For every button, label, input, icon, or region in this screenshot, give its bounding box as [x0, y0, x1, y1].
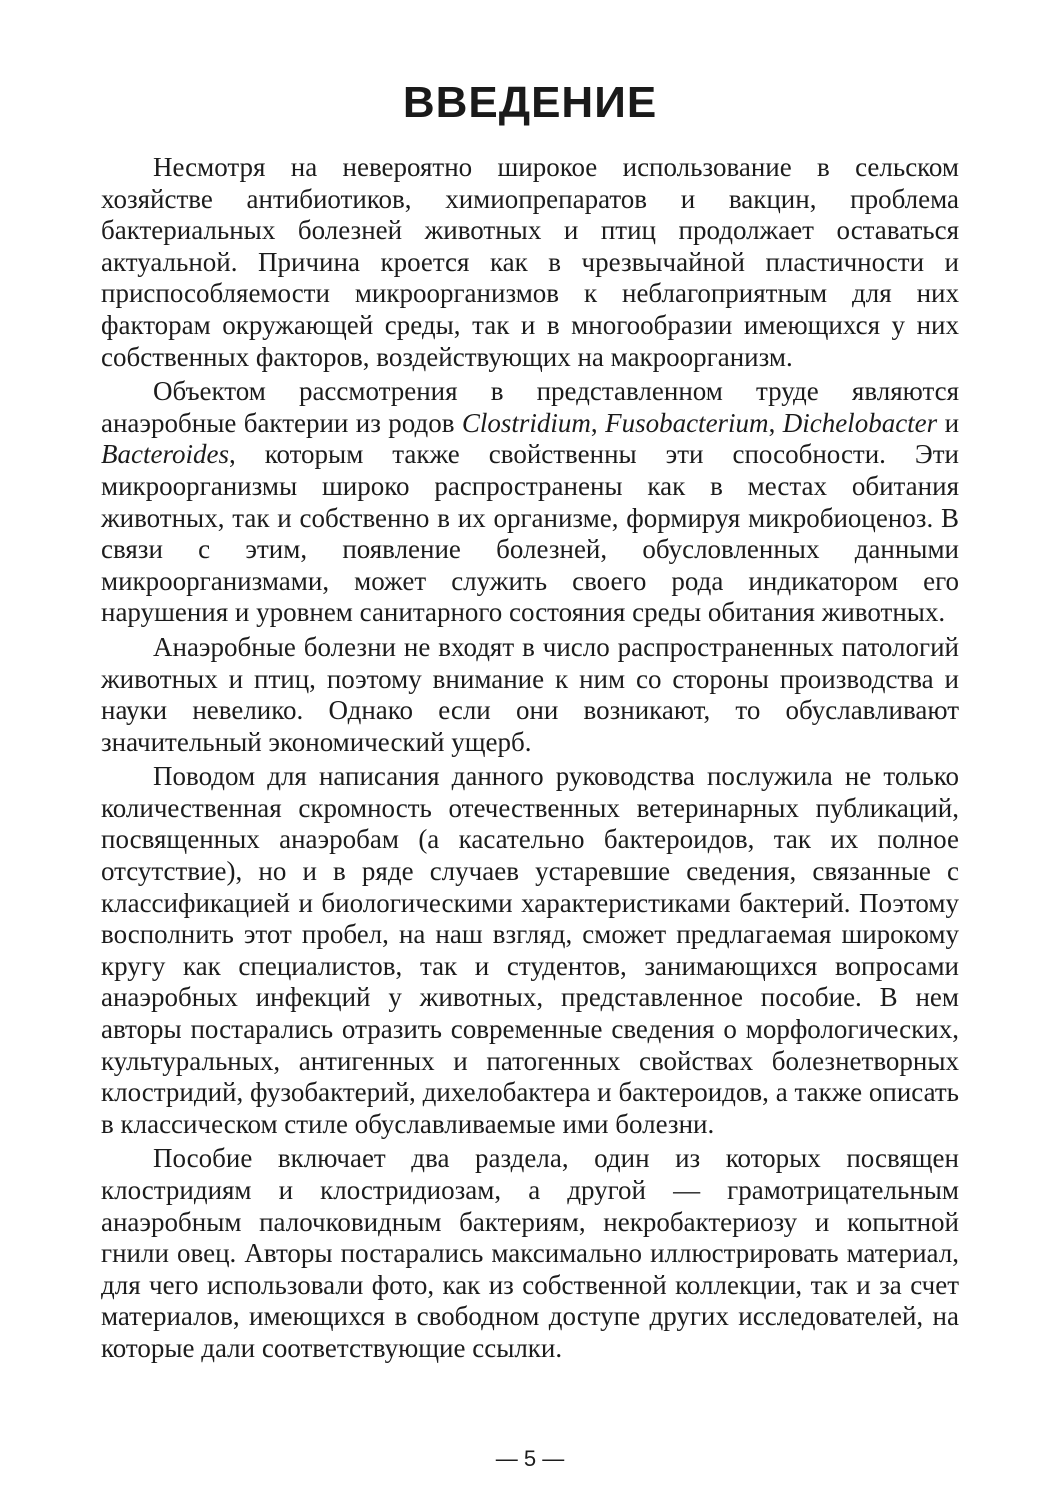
text-run: Поводом для написания данного руководства послужила не только количественная скромность отечественных ветеринарных публикаций, посвященных анаэробам (а касательно бактероидов, так их полное отсутствие), но и в ряде случаев устаревшие сведения, связанные с классификацией и биологическими характеристиками бактерий. Поэтому восполнить этот пробел, на наш взгляд, сможет предлагаемая широкому кругу как специалистов, так и студентов, занимающихся вопросами анаэробных инфекций у животных, представленное пособие. В нем авторы постарались отразить современные сведения о морфологических, культуральных, антигенных и патогенных свойствах болезнетворных клостридий, фузобактерий, дихелобактера и бактероидов, а также описать в классическом стиле обуславливаемые ими болезни.	[101, 761, 959, 1139]
text-run: ,	[590, 407, 606, 438]
paragraph-5	[101, 1143, 959, 1364]
text-run: , которым также свойственны эти способности. Эти микроорганизмы широко распространены как в местах обитания животных, так и собственно в их организме, формируя микробиоценоз. В связи с этим, появление болезней, обусловленных данными микроорганизмами, может служить своего рода индикатором его нарушения и уровнем санитарного состояния среды обитания животных.	[101, 439, 959, 628]
paragraph-3	[101, 632, 959, 758]
body-text	[101, 152, 959, 1368]
page-title: ВВЕДЕНИЕ	[402, 78, 658, 127]
italic-genus-name: Fusobacterium	[605, 407, 769, 438]
text-run: Объектом рассмотрения в представленном труде являются анаэробные бактерии из родов	[101, 376, 959, 438]
italic-genus-name: Clostridium	[461, 407, 591, 438]
italic-genus-name: Bacteroides	[101, 439, 229, 470]
italic-genus-name: Dichelobacter	[782, 407, 938, 438]
paragraph-2	[101, 376, 959, 629]
paragraph-4	[101, 761, 959, 1140]
text-run: и	[937, 407, 960, 438]
text-run: Анаэробные болезни не входят в число распространенных патологий животных и птиц, поэтому внимание к ним со стороны производства и науки невелико. Однако если они возникают, то обуславливают значительный экономический ущерб.	[101, 631, 959, 757]
text-run: ,	[768, 407, 783, 438]
paragraph-1	[101, 152, 959, 373]
text-run: Пособие включает два раздела, один из которых посвящен клостридиям и клостридиозам, а другой — грамотрицательным анаэробным палочковидным бактериям, некробактериозу и копытной гнили овец. Авторы постарались максимально иллюстрировать материал, для чего использовали фото, как из собственной коллекции, так и за счет материалов, имеющихся в свободном доступе других исследователей, на которые дали соответствующие ссылки.	[101, 1143, 959, 1363]
page-number: — 5 —	[495, 1446, 565, 1471]
text-run: Несмотря на невероятно широкое использование в сельском хозяйстве антибиотиков, химиопрепаратов и вакцин, проблема бактериальных болезней животных и птиц продолжает оставаться актуальной. Причина кроется как в чрезвычайной пластичности и приспособляемости микроорганизмов к неблагоприятным для них факторам окружающей среды, так и в многообразии имеющихся у них собственных факторов, воздействующих на макроорганизм.	[101, 152, 959, 372]
